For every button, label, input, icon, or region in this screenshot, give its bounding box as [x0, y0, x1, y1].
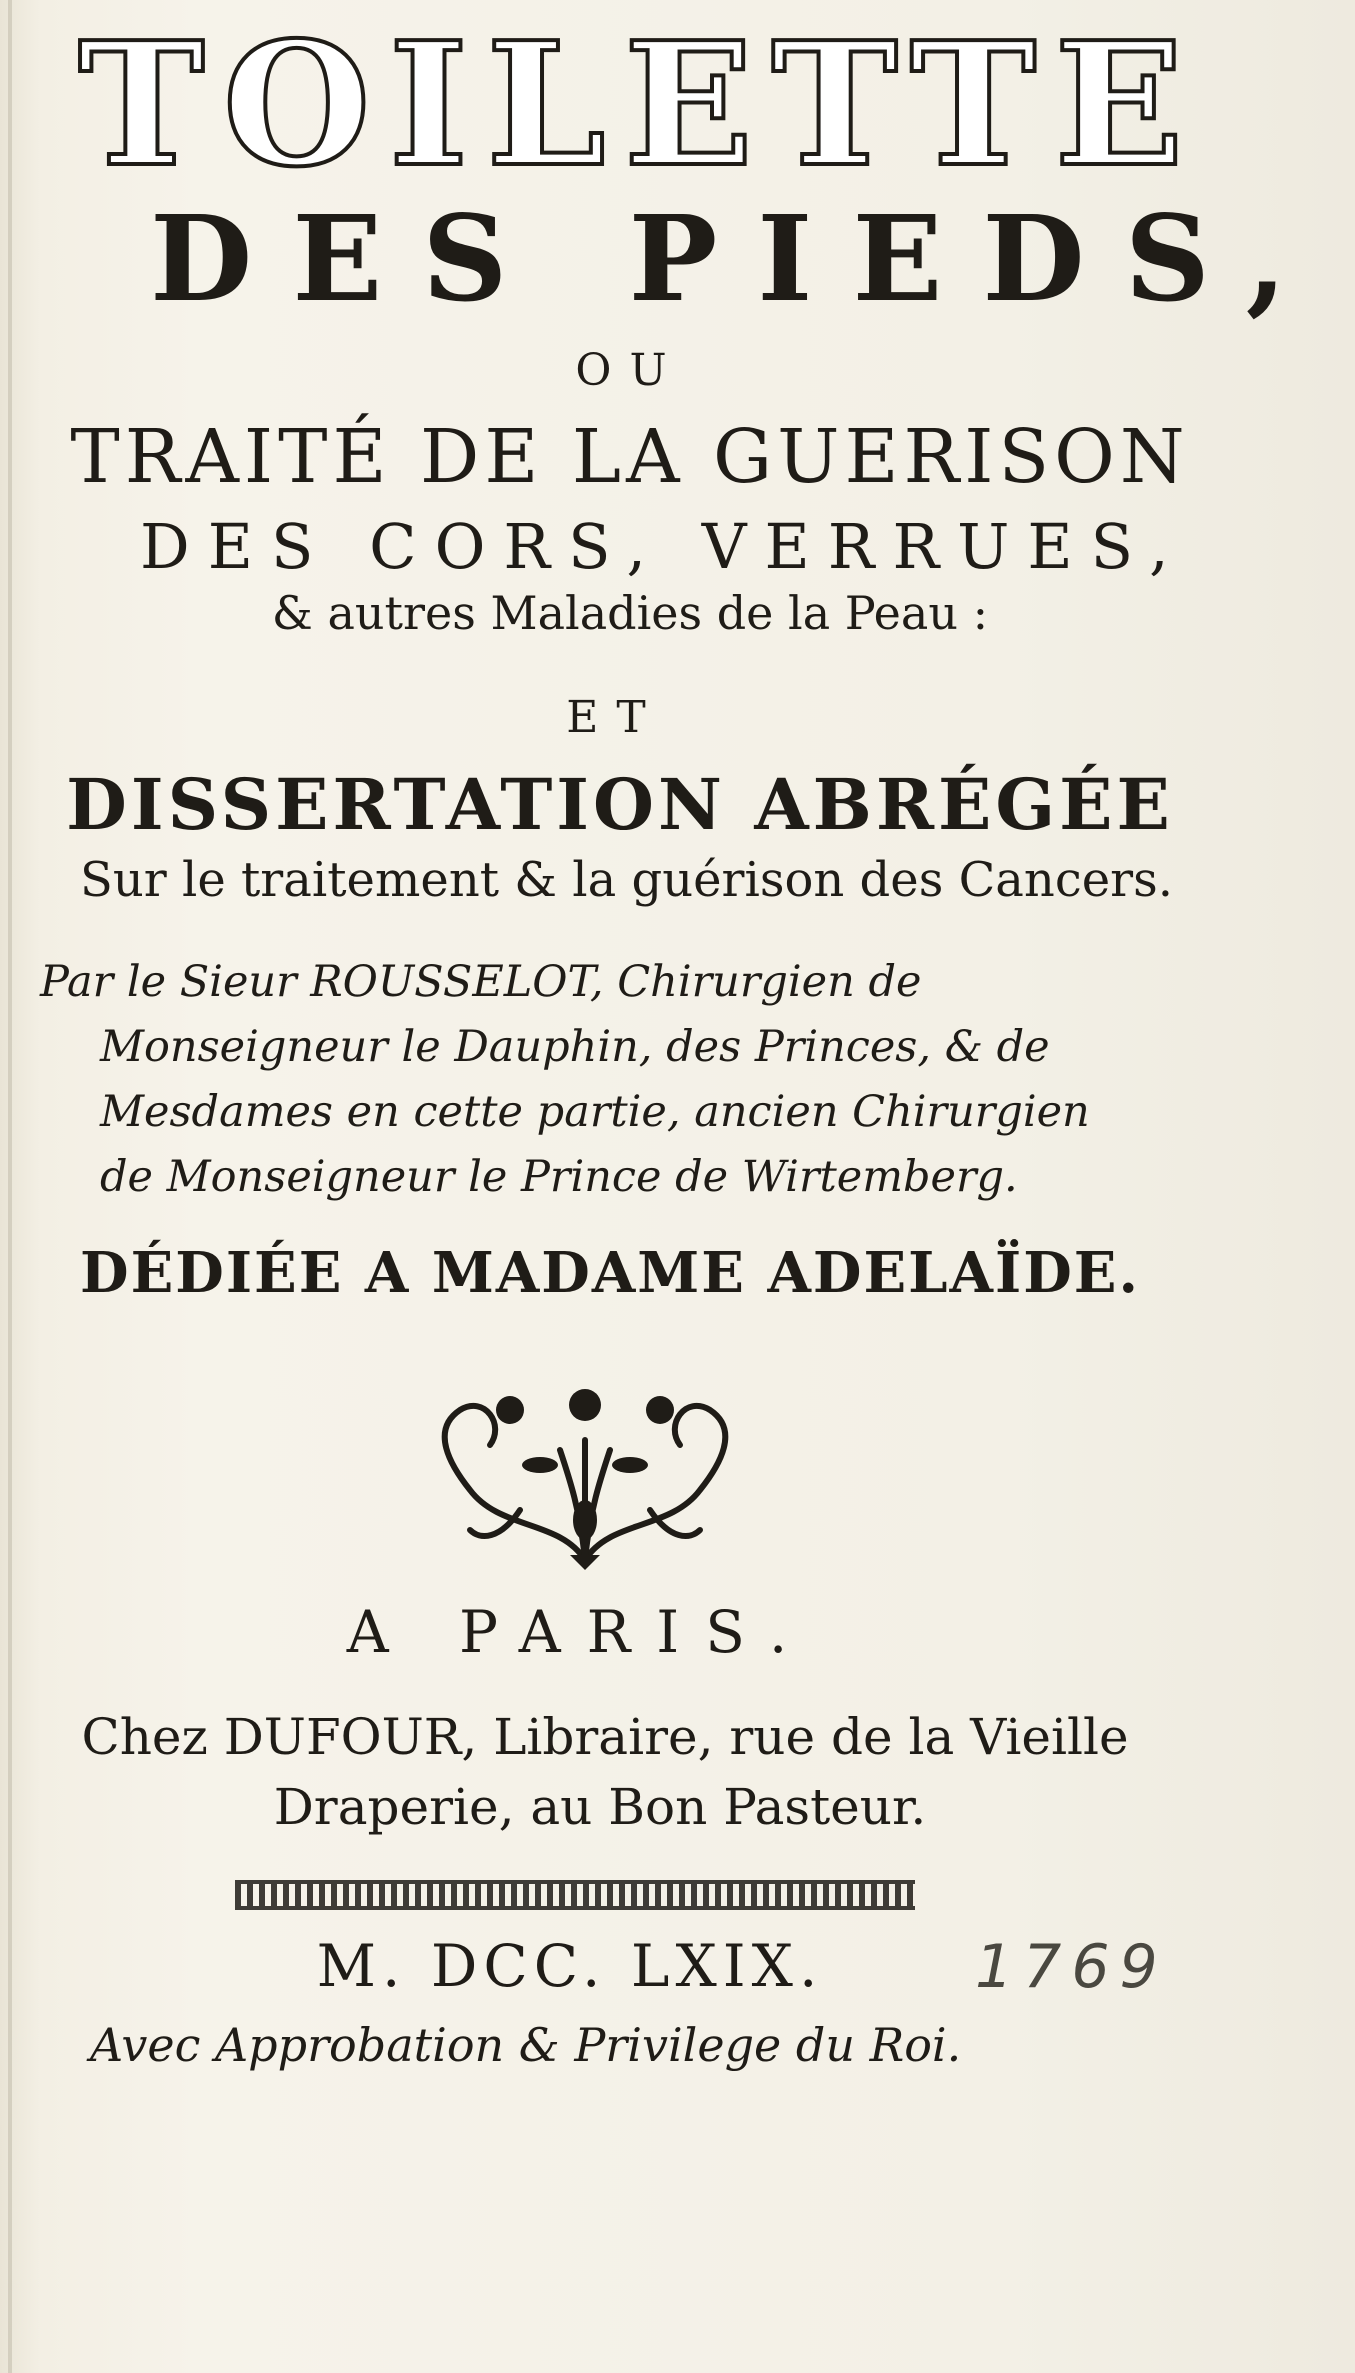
binding-edge: [8, 0, 12, 2373]
imprint-publisher-line-1: Chez DUFOUR, Libraire, rue de la Vieille: [81, 1708, 1129, 1766]
byline-line-2: Monseigneur le Dauphin, des Princes, & de: [100, 1022, 1050, 1072]
imprint-publisher-line-2: Draperie, au Bon Pasteur.: [273, 1778, 927, 1836]
author-byline: [40, 950, 1190, 1210]
byline-line-4: de Monseigneur le Prince de Wirtemberg.: [100, 1152, 1018, 1202]
byline-line-3: Mesdames en cette partie, ancien Chirurgien: [100, 1087, 1090, 1137]
subtitle-sur: Sur le traitement & la guérison des Cancers.: [80, 852, 1173, 908]
dedication: DÉDIÉE A MADAME ADELAÏDE.: [80, 1240, 1140, 1306]
conjunction-et: ET: [566, 692, 664, 743]
imprint-place: A PARIS.: [346, 1598, 814, 1666]
title-line-1: TOILETTE: [78, 5, 1202, 205]
title-line-2: DES PIEDS,: [150, 189, 1327, 328]
approbation-line: Avec Approbation & Privilege du Roi.: [90, 2018, 962, 2072]
subtitle-dissertation: DISSERTATION ABRÉGÉE: [66, 763, 1174, 846]
floral-ornament-icon: [410, 1370, 760, 1570]
conjunction-ou: OU: [575, 345, 685, 396]
subtitle-autres: & autres Maladies de la Peau :: [271, 586, 989, 640]
byline-line-1: Par le Sieur ROUSSELOT, Chirurgien de: [40, 957, 922, 1007]
decorative-rule: [235, 1880, 915, 1910]
imprint-date: M. DCC. LXIX.: [316, 1932, 824, 2000]
subtitle-traite: TRAITÉ DE LA GUERISON: [70, 414, 1190, 500]
subtitle-cors: DES CORS, VERRUES,: [140, 510, 1187, 583]
handwritten-date-note: 1769: [975, 1932, 1168, 2002]
